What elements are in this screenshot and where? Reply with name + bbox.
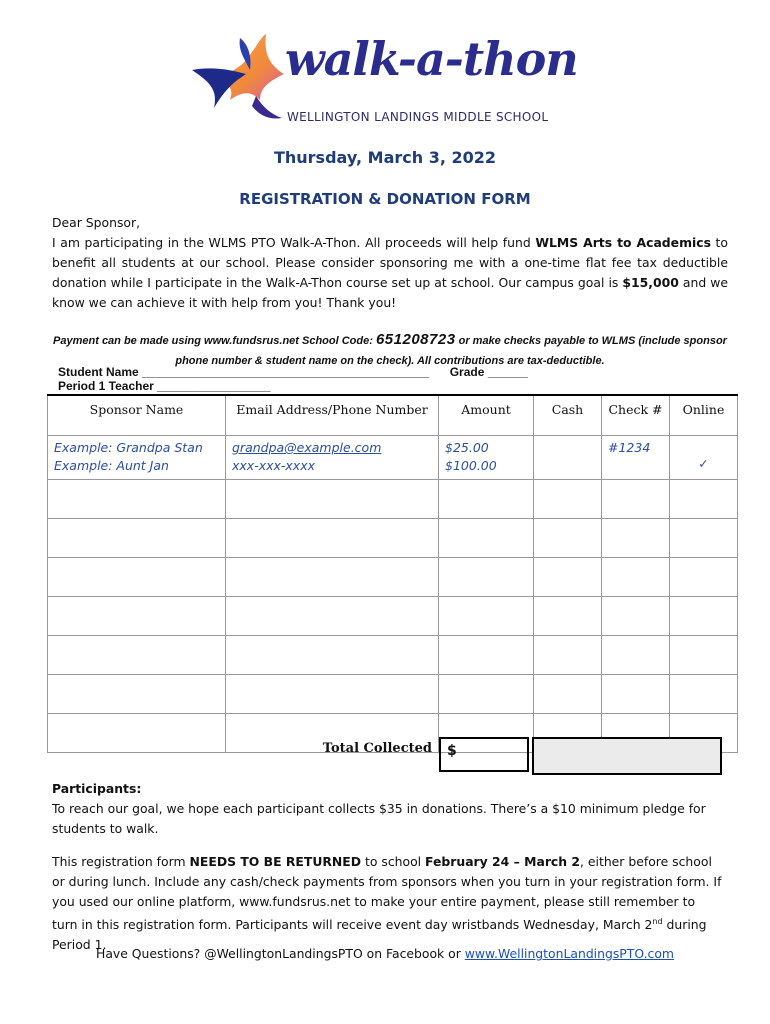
- contact-cell[interactable]: [226, 675, 439, 714]
- cash-cell[interactable]: [534, 480, 602, 519]
- currency-symbol: $: [447, 743, 457, 759]
- online-cell[interactable]: [670, 480, 738, 519]
- instruction-text: to school: [361, 854, 426, 869]
- table-row: [48, 675, 738, 714]
- example-sponsor-cell: [48, 436, 226, 480]
- pto-website-link[interactable]: www.WellingtonLandingsPTO.com: [464, 946, 674, 961]
- example-contact-cell: [226, 436, 439, 480]
- online-cell[interactable]: [670, 636, 738, 675]
- table-row: [48, 597, 738, 636]
- sponsor-name-cell[interactable]: [48, 558, 226, 597]
- return-notice: NEEDS TO BE RETURNED: [189, 854, 362, 869]
- contact-cell[interactable]: [226, 558, 439, 597]
- letter-text: and we know we can achieve it with help from you! Thank you!: [52, 275, 728, 310]
- table-row: [48, 480, 738, 519]
- header-sponsor-name: Sponsor Name: [48, 395, 226, 436]
- check-cell[interactable]: [602, 636, 670, 675]
- student-info-line: [58, 365, 738, 393]
- ordinal-suffix: nd: [652, 917, 663, 926]
- example-sponsor: Example: Aunt Jan: [54, 458, 169, 473]
- amount-cell[interactable]: [439, 675, 534, 714]
- example-check-number: #1234: [608, 440, 651, 455]
- amount-cell[interactable]: [439, 636, 534, 675]
- cash-cell[interactable]: [534, 675, 602, 714]
- logo-school-name: WELLINGTON LANDINGS MIDDLE SCHOOL: [287, 110, 549, 124]
- example-amount: $100.00: [445, 458, 497, 473]
- instruction-text: This registration form: [52, 854, 190, 869]
- questions-text: Have Questions? @WellingtonLandingsPTO on Facebook or: [96, 946, 465, 961]
- cash-cell[interactable]: [534, 519, 602, 558]
- header-cash: Cash: [534, 395, 602, 436]
- table-header-row: [48, 395, 738, 436]
- online-cell[interactable]: [670, 675, 738, 714]
- online-cell[interactable]: [670, 519, 738, 558]
- example-sponsor: Example: Grandpa Stan: [54, 440, 203, 455]
- table-row: [48, 519, 738, 558]
- student-name-field[interactable]: Student Name ___________________________________________: [58, 365, 429, 379]
- letter-greeting: Dear Sponsor,: [52, 215, 141, 230]
- contact-cell[interactable]: [226, 636, 439, 675]
- example-check-cell: [602, 436, 670, 480]
- contact-cell[interactable]: [226, 480, 439, 519]
- total-collected-row: [47, 737, 723, 775]
- grade-field[interactable]: Grade ______: [449, 365, 528, 379]
- amount-cell[interactable]: [439, 558, 534, 597]
- total-shaded-box: [532, 737, 722, 775]
- event-date: Thursday, March 3, 2022: [273, 148, 497, 167]
- header-check: Check #: [602, 395, 670, 436]
- example-online-cell: [670, 436, 738, 480]
- example-cash-cell: [534, 436, 602, 480]
- sponsor-table: [47, 394, 738, 753]
- teacher-field[interactable]: Period 1 Teacher _________________: [58, 379, 271, 393]
- cash-cell[interactable]: [534, 558, 602, 597]
- return-instructions: [52, 852, 724, 955]
- form-title: REGISTRATION & DONATION FORM: [239, 190, 531, 208]
- sponsor-name-cell[interactable]: [48, 480, 226, 519]
- letter-program-name: WLMS Arts to Academics: [535, 235, 711, 250]
- online-cell[interactable]: [670, 597, 738, 636]
- campus-goal: $15,000: [622, 275, 679, 290]
- cash-cell[interactable]: [534, 597, 602, 636]
- online-cell[interactable]: [670, 558, 738, 597]
- letter-body: [52, 233, 728, 313]
- check-cell[interactable]: [602, 558, 670, 597]
- participants-section: [52, 779, 724, 955]
- table-row: [48, 558, 738, 597]
- check-cell[interactable]: [602, 675, 670, 714]
- participants-heading: Participants:: [52, 781, 142, 796]
- payment-text: Payment can be made using www.fundsrus.net School Code:: [53, 335, 376, 347]
- logo-wordmark: walk-a-thon: [285, 32, 578, 86]
- header-contact: Email Address/Phone Number: [226, 395, 439, 436]
- instruction-text: during Period 1.: [52, 917, 707, 953]
- table-row: [48, 636, 738, 675]
- example-email: grandpa@example.com: [232, 440, 382, 455]
- sponsor-name-cell[interactable]: [48, 636, 226, 675]
- example-amount-cell: [439, 436, 534, 480]
- total-collected-label: Total Collected: [322, 741, 432, 756]
- total-amount-field[interactable]: [439, 737, 529, 772]
- header-online: Online: [670, 395, 738, 436]
- example-phone: xxx-xxx-xxxx: [232, 458, 315, 473]
- letter-text: to benefit all students at our school. Please consider sponsoring me with a one-time flat fee tax deductible donation while I participate in the Walk-A-Thon course set up at school. Our campus goal is: [52, 235, 728, 290]
- sponsor-name-cell[interactable]: [48, 675, 226, 714]
- contact-cell[interactable]: [226, 597, 439, 636]
- amount-cell[interactable]: [439, 519, 534, 558]
- check-cell[interactable]: [602, 480, 670, 519]
- example-row: [48, 436, 738, 480]
- check-cell[interactable]: [602, 597, 670, 636]
- amount-cell[interactable]: [439, 480, 534, 519]
- header-amount: Amount: [439, 395, 534, 436]
- checkmark-icon: ✓: [698, 456, 709, 471]
- cash-cell[interactable]: [534, 636, 602, 675]
- questions-footer: [0, 946, 770, 961]
- contact-cell[interactable]: [226, 519, 439, 558]
- return-dates: February 24 – March 2: [425, 854, 581, 869]
- school-code: 651208723: [375, 331, 456, 348]
- walk-a-thon-logo: [190, 30, 590, 130]
- example-amount: $25.00: [445, 440, 489, 455]
- payment-text: or make checks payable to WLMS (include sponsor phone number & student name on the check). All contributions are tax-deductible.: [175, 335, 727, 367]
- sponsor-letter: [52, 213, 728, 313]
- instruction-text: , either before school or during lunch. Include any cash/check payments from sponsors when you turn in your registration form. If you used our online platform, www.fundsrus.net to make your entire payment, please still remember to turn in this registration form. Participants will receive event day wristbands Wednesday, March 2: [52, 854, 722, 933]
- amount-cell[interactable]: [439, 597, 534, 636]
- participants-goal-text: To reach our goal, we hope each participant collects $35 in donations. There’s a $10 minimum pledge for students to walk.: [52, 801, 706, 836]
- check-cell[interactable]: [602, 519, 670, 558]
- sponsor-name-cell[interactable]: [48, 597, 226, 636]
- letter-text: I am participating in the WLMS PTO Walk-A-Thon. All proceeds will help fund: [52, 235, 536, 250]
- sponsor-name-cell[interactable]: [48, 519, 226, 558]
